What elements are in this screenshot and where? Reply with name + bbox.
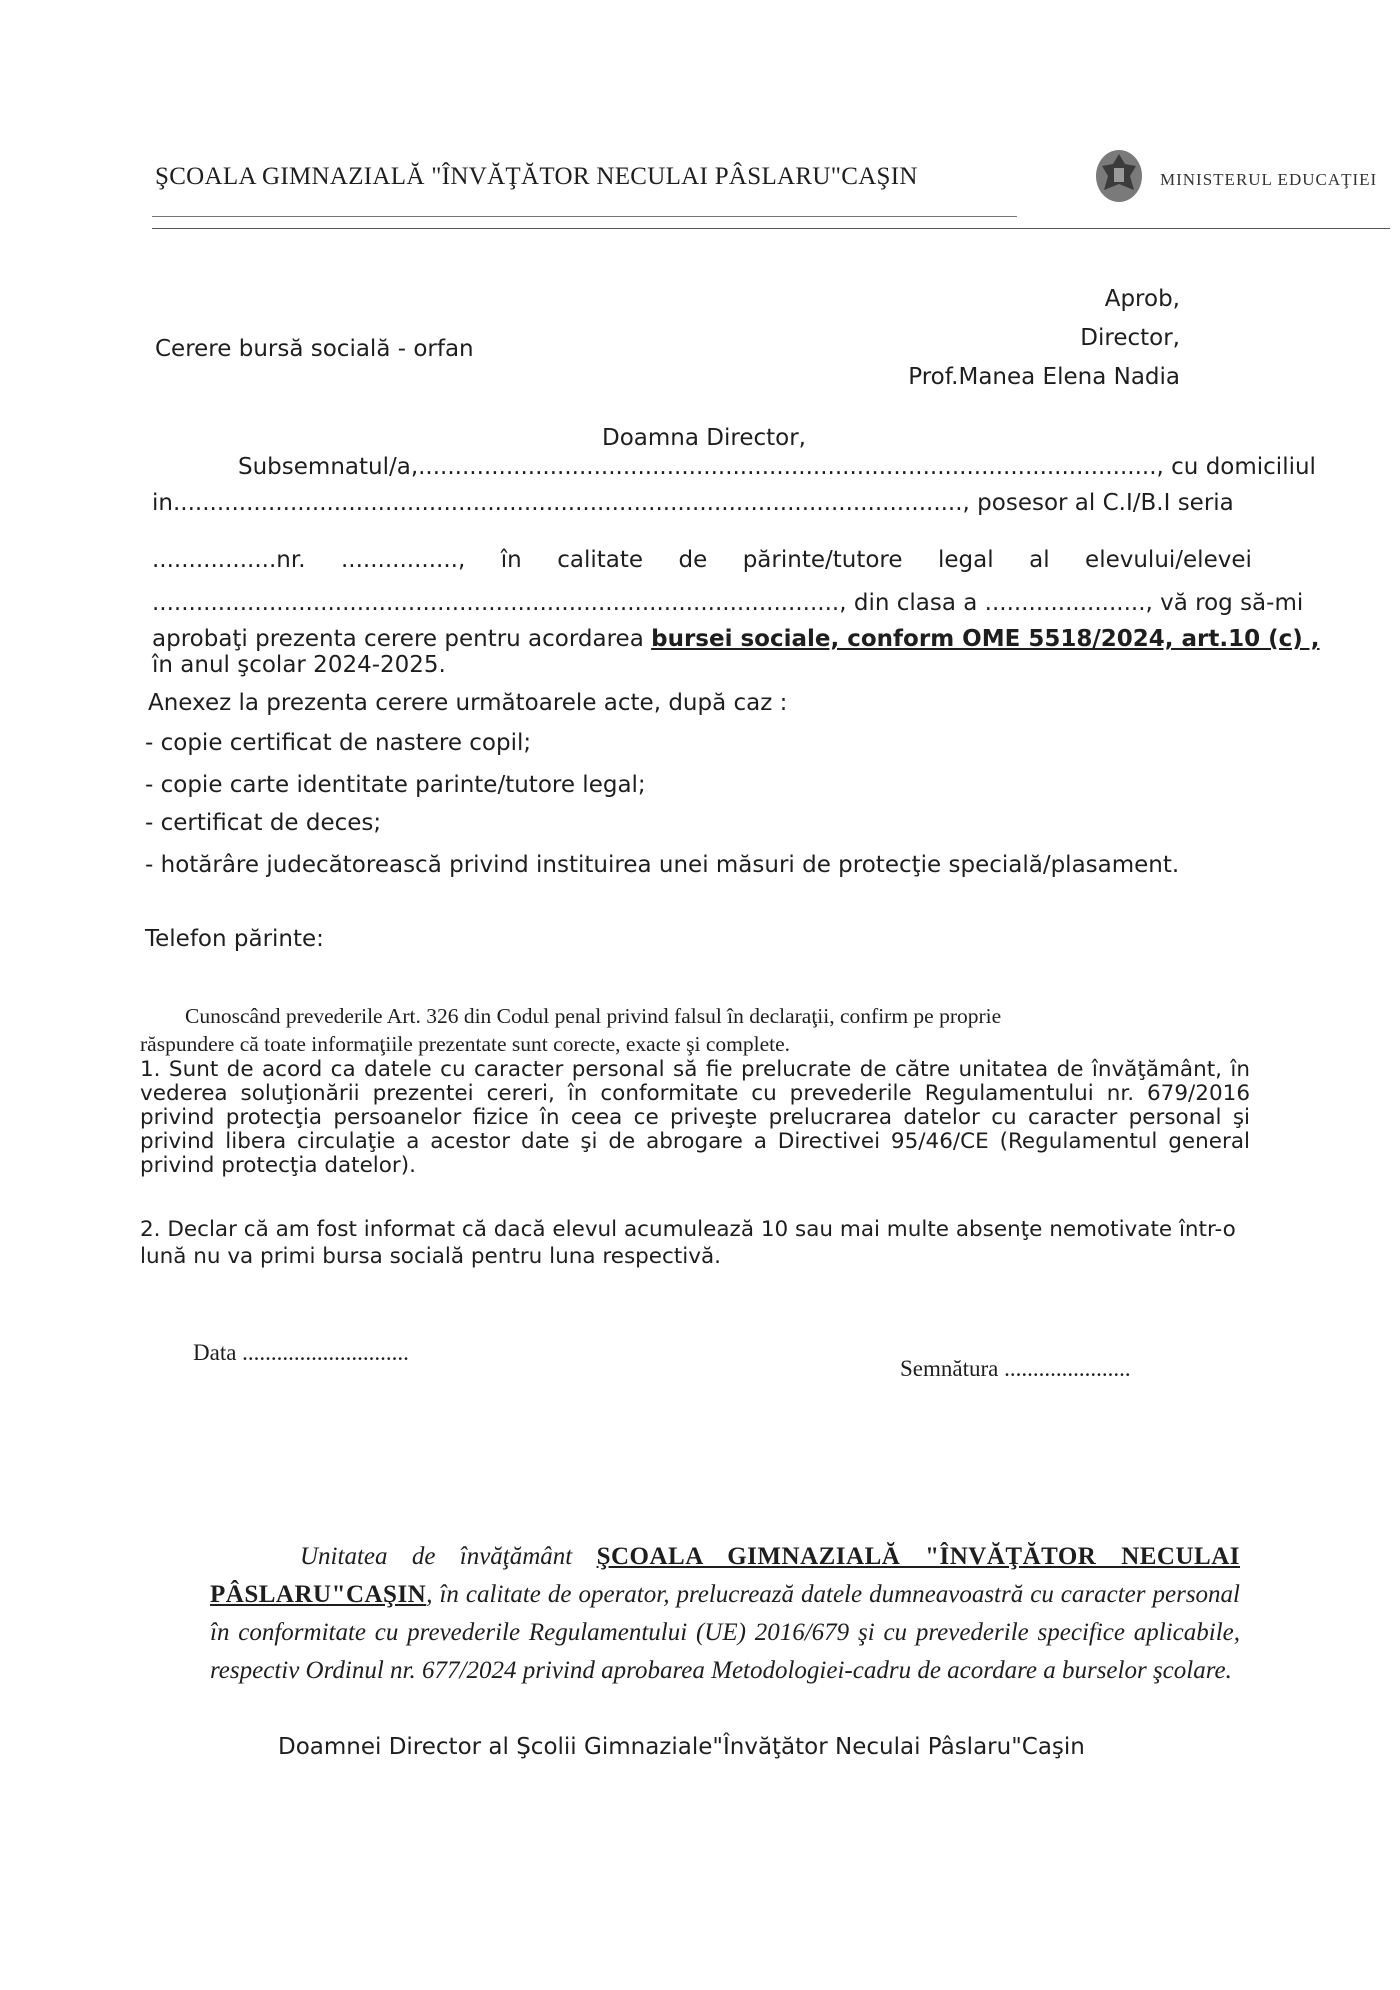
body-word: de [678, 547, 708, 573]
approval-name: Prof.Manea Elena Nadia [908, 364, 1180, 390]
declaration-line: Cunoscând prevederile Art. 326 din Codul penal privind falsul în declaraţii, confirm pe proprie [185, 1004, 1002, 1028]
school-header-title: ŞCOALA GIMNAZIALĂ "ÎNVĂŢĂTOR NECULAI PÂSLARU"CAŞIN [155, 163, 918, 190]
body-line-name: Subsemnatul/a,....................................................................................................., cu domiciliul [238, 454, 1316, 480]
body-word: în [500, 547, 522, 573]
date-field: Data ............................. [193, 1340, 409, 1365]
ministry-name: MINISTERUL EDUCAŢIEI [1160, 170, 1378, 189]
request-legal-reference: bursei sociale, conform OME 5518/2024, art.10 (c) , [651, 626, 1320, 652]
approval-line: Aprob, [1104, 286, 1180, 312]
body-line-address: in............................................................................................................, posesor al C.I/B.I seria [152, 490, 1234, 516]
phone-label: Telefon părinte: [145, 926, 324, 952]
declaration-line: răspundere că toate informaţiile prezentate sunt corecte, exacte şi complete. [140, 1032, 791, 1056]
approval-director: Director, [1080, 325, 1180, 351]
header-divider [152, 228, 1390, 229]
consent-paragraph: 1. Sunt de acord ca datele cu caracter personal să fie prelucrate de către unitatea de învăţământ, în vederea soluţionării prezentei cereri, în conformitate cu prevederile Regulamentului nr. 679/2016 privind protecţia persoanelor fizice în ceea ce priveşte prelucrarea datelor cu caracter personal şi privind libera circulaţie a acestor date şi de abrogare a Directivei 95/46/CE (Regulamentul general privind protecţia datelor). [140, 1057, 1250, 1178]
approval-block [880, 280, 1180, 397]
body-word: elevului/elevei [1085, 547, 1252, 573]
body-line-request [152, 626, 1320, 652]
body-word: ................, [341, 547, 466, 573]
body-word: al [1029, 547, 1050, 573]
body-word: legal [938, 547, 994, 573]
footer-address: Doamnei Director al Şcolii Gimnaziale"Învăţător Neculai Pâslaru"Caşin [278, 1734, 1085, 1760]
annex-item: - certificat de deces; [145, 810, 382, 836]
annex-item: - copie certificat de nastere copil; [145, 730, 532, 756]
form-title: Cerere bursă socială - orfan [155, 336, 474, 362]
body-line-year: în anul şcolar 2024-2025. [152, 652, 446, 678]
notice-text: , în calitate de operator, prelucrează datele dumneavoastră cu caracter personal în conformitate cu prevederile Regulamentului (UE) 2016/679 şi cu prevederile specifice aplicabile, respectiv Ordinul nr. 677/2024 privind aprobarea Metodologiei-cadru de acordare a burselor şcolare. [210, 1581, 1240, 1684]
data-processing-notice [210, 1538, 1240, 1690]
request-text: aprobaţi prezenta cerere pentru acordarea [152, 626, 652, 652]
body-line-class: .............................................................................................., din clasa a ......................, vă rog să-mi [152, 590, 1304, 616]
body-word: .................nr. [152, 547, 306, 573]
body-word: calitate [557, 547, 644, 573]
body-word: părinte/tutore [742, 547, 903, 573]
annex-item: - hotărâre judecătorească privind instituirea unei măsuri de protecţie specială/plasament. [145, 852, 1180, 878]
salutation: Doamna Director, [602, 425, 806, 451]
notice-school-name: ŞCOALA GIMNAZIALĂ "ÎNVĂŢĂTOR NECULAI PÂSLARU"CAŞIN [210, 1543, 1240, 1608]
annex-intro: Anexez la prezenta cerere următoarele acte, după caz : [148, 690, 788, 716]
header-underline [152, 216, 1017, 217]
notice-text: Unitatea de învăţământ [300, 1543, 597, 1570]
ministry-emblem-icon [1094, 146, 1144, 204]
annex-item: - copie carte identitate parinte/tutore legal; [145, 772, 646, 798]
body-line-id [152, 547, 1252, 573]
absence-paragraph: 2. Declar că am fost informat că dacă elevul acumulează 10 sau mai multe absenţe nemotivate într-o lună nu va primi bursa socială pentru luna respectivă. [140, 1217, 1236, 1269]
signature-field: Semnătura ...................... [900, 1356, 1131, 1381]
